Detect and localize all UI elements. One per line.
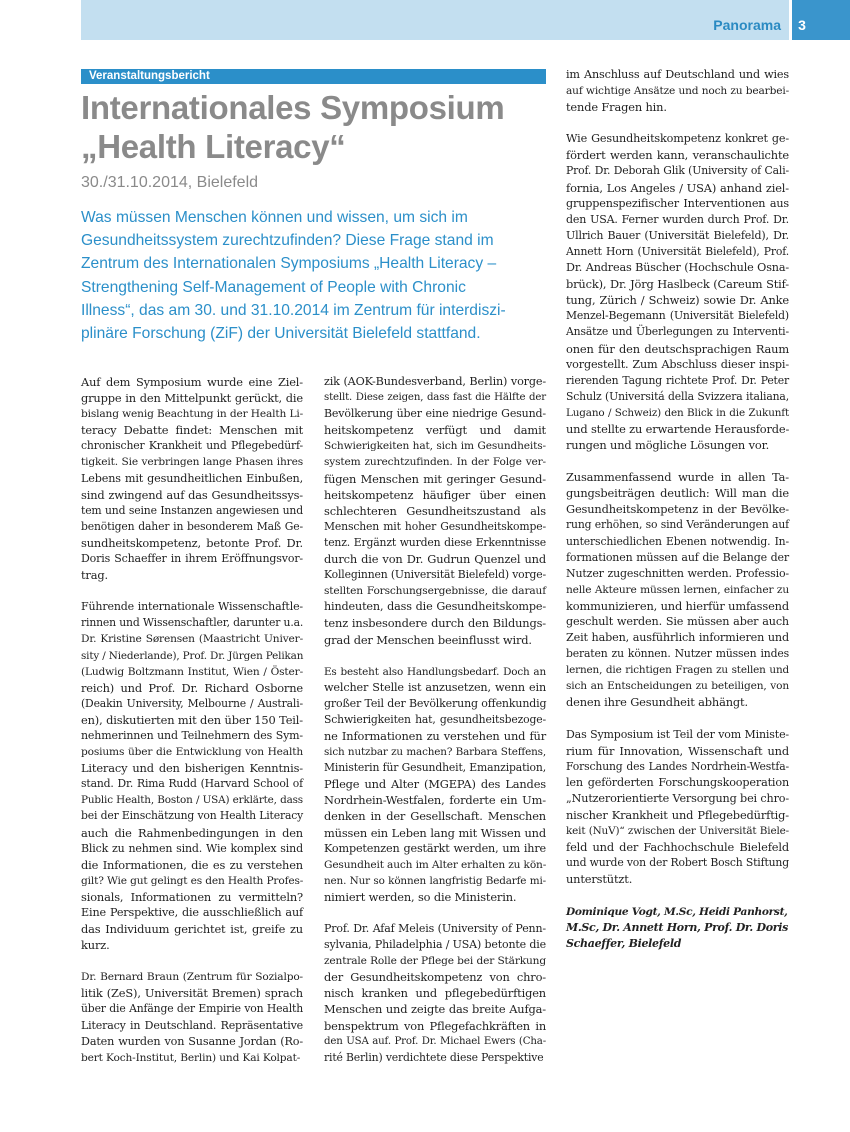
lead-line: Strengthening Self-Management of People with Chronic <box>81 278 466 296</box>
text-line: Prof. Dr. Deborah Glik (University of Cali- <box>566 164 789 178</box>
text-line: kommunizieren, und hierfür umfassend <box>566 598 789 613</box>
text-line: Das Symposium ist Teil der vom Ministe- <box>566 727 789 741</box>
lead-line: Was müssen Menschen können und wissen, um sich im <box>81 209 468 226</box>
body-column-2 <box>324 374 546 1082</box>
text-line: tigkeit. Sie verbringen lange Phasen ihres <box>81 456 303 469</box>
lead-line: Illness“, das am 30. und 31.10.2014 im Zentrum für interdiszi- <box>81 301 506 319</box>
text-line: nelle Akteure müssen lernen, einfacher zu <box>566 583 789 596</box>
text-line: „Nutzerorientierte Versorgung bei chro- <box>566 791 789 805</box>
text-line: Dr. Kristine Sørensen (Maastricht Univer- <box>81 633 303 646</box>
text-line: system zurechtzufinden. In der Folge ver- <box>324 456 546 469</box>
text-line: sionals, Informationen zu vermitteln? <box>81 889 303 904</box>
text-line: chronischer Krankheit und Pflegebedürf- <box>81 439 303 453</box>
text-line: beraten zu können. Nutzer müssen indes <box>566 647 789 661</box>
text-line: tenz. Ergänzt wurden diese Erkenntnisse <box>324 535 546 549</box>
text-line: tende Fragen hin. <box>566 100 667 115</box>
text-line: den USA auf. Prof. Dr. Michael Ewers (Cha- <box>324 1035 546 1047</box>
text-line: und stellte zu erwartende Herausforde- <box>566 421 790 436</box>
lead-line: plinäre Forschung (ZiF) der Universität Bielefeld stattfand. <box>81 325 481 343</box>
text-line: Blick zu nehmen sind. Wie komplex sind <box>81 841 303 855</box>
text-line: Pflege und Alter (MGEPA) des Landes <box>324 777 546 792</box>
text-line: bislang wenig Beachtung in der Health Li- <box>81 408 303 421</box>
text-line: rierenden Tagung richtete Prof. Dr. Peter <box>566 373 789 387</box>
body-paragraph <box>81 374 303 583</box>
text-line: der Gesundheitskompetenz von chro- <box>324 970 546 985</box>
author-line: Dominique Vogt, M.Sc, Heidi Panhorst, <box>566 905 788 918</box>
body-paragraph <box>566 727 789 888</box>
text-line: (Deakin University, Melbourne / Australi- <box>81 696 303 710</box>
text-line: Daten wurden von Susanne Jordan (Ro- <box>81 1034 303 1048</box>
text-line: gungsbeiträgen deutlich: Will man die <box>566 486 789 501</box>
text-line: Ministerin für Gesundheit, Emanzipation, <box>324 761 546 775</box>
text-line: Menschen mit hoher Gesundheitskompe- <box>324 519 546 533</box>
text-line: fügen Menschen mit geringer Gesund- <box>324 471 546 486</box>
text-line: stellt. Diese zeigen, dass fast die Hälfte der <box>324 392 546 404</box>
text-line: sind zwingend auf das Gesundheitssys- <box>81 487 303 502</box>
text-line: großer Teil der Bevölkerung offenkundig <box>324 696 547 710</box>
text-line: Gesundheit auch im Alter erhalten zu kön- <box>324 858 547 871</box>
text-line: kurz. <box>81 938 110 953</box>
text-line: die Informationen, die es zu verstehen <box>81 857 303 872</box>
text-line: unterschiedlichen Ebenen notwendig. In- <box>566 534 789 548</box>
text-line: vorgestellt. Zum Abschluss dieser inspi- <box>566 357 789 371</box>
text-line: grad der Menschen beeinflusst wird. <box>324 632 532 647</box>
event-date: 30./31.10.2014, Bielefeld <box>81 174 259 191</box>
text-line: Forschung des Landes Nordrhein-Westfa- <box>566 759 789 773</box>
text-line: keit (NuV)“ zwischen der Universität Biele- <box>566 825 789 838</box>
text-line: Literacy in Deutschland. Repräsentative <box>81 1018 303 1032</box>
text-line: stand. Dr. Rima Rudd (Harvard School of <box>81 777 303 791</box>
text-line: posiums über die Entwicklung von Health <box>81 746 303 759</box>
text-line: heitskompetenz verfügt und damit <box>324 423 546 438</box>
text-line: litik (ZeS), Universität Bremen) sprach <box>81 986 303 1001</box>
text-line: schlechteren Gesundheitszustand als <box>324 503 546 518</box>
text-line: Schulz (Universitá della Svizzera italiana, <box>566 389 789 403</box>
text-line: Nutzer zugeschnitten werden. Professio- <box>566 566 789 580</box>
text-line: nehmerinnen und Teilnehmern des Sym- <box>81 728 303 742</box>
text-line: bert Koch-Institut, Berlin) und Kai Kolpat- <box>81 1051 301 1064</box>
text-line: und wurde von der Robert Bosch Stiftung <box>566 856 789 870</box>
text-line: reich) und Prof. Dr. Richard Osborne <box>81 680 303 695</box>
body-paragraph <box>81 599 303 953</box>
body-paragraph <box>324 921 546 1066</box>
text-line: im Anschluss auf Deutschland und wies <box>566 68 789 81</box>
text-line: Menzel-Begemann (Universität Bielefeld) <box>566 309 789 323</box>
text-line: hindeuten, dass die Gesundheitskompe- <box>324 600 546 614</box>
text-line: tenz insbesondere durch den Bildungs- <box>324 616 546 631</box>
text-line: Es besteht also Handlungsbedarf. Doch an <box>324 665 546 678</box>
page-number: 3 <box>798 17 806 33</box>
text-line: denken in der Gesellschaft. Menschen <box>324 809 546 824</box>
text-line: auch die Rahmenbedingungen in den <box>81 825 303 840</box>
text-line: benötigen daher in besonderem Maß Ge- <box>81 519 303 533</box>
text-line: gruppe in den Mittelpunkt gerückt, die <box>81 391 303 406</box>
text-line: sich an Entscheidungen zu beteiligen, von <box>566 680 789 693</box>
text-line: welcher Stelle ist anzusetzen, wenn ein <box>324 680 546 694</box>
text-line: Lebens mit gesundheitlichen Einbußen, <box>81 471 303 485</box>
text-line: benspektrum von Pflegefachkräften in <box>324 1018 546 1033</box>
text-line: fördert werden kann, veranschaulichte <box>566 148 789 163</box>
text-line: bei der Einschätzung von Health Literacy <box>81 809 304 823</box>
text-line: Public Health, Boston / USA) erklärte, dass <box>81 794 303 807</box>
title-line: Internationales Symposium <box>81 89 505 126</box>
text-line: Gesundheitskompetenz in der Bevölke- <box>566 502 789 517</box>
text-line: denen ihre Gesundheit abhängt. <box>566 695 748 710</box>
text-line: heitskompetenz häufiger über einen <box>324 487 546 502</box>
text-line: Zeit haben, ausführlich informieren und <box>566 631 789 645</box>
text-line: sity / Niederlande), Prof. Dr. Jürgen Pelikan <box>81 649 304 662</box>
text-line: sich nutzbar zu machen? Barbara Steffens, <box>324 746 546 759</box>
section-label: Panorama <box>713 17 781 33</box>
text-line: Prof. Dr. Afaf Meleis (University of Penn- <box>324 922 546 935</box>
text-line: Literacy und den bisherigen Kenntnis- <box>81 761 303 776</box>
body-paragraph <box>566 131 789 453</box>
text-line: nischer Krankheit und Pflegebedürftig- <box>566 808 789 823</box>
text-line: formationen müssen auf die Belange der <box>566 550 789 564</box>
text-line: rium für Innovation, Wissenschaft und <box>566 743 789 758</box>
text-line: tung, Zürich / Schweiz) sowie Dr. Anke <box>566 293 789 308</box>
text-line: müssen ein Leben lang mit Wissen und <box>324 825 546 840</box>
text-line: sundheitskompetenz, betonte Prof. Dr. <box>81 535 303 550</box>
text-line: teracy Debatte findet: Menschen mit <box>81 423 303 438</box>
text-line: zik (AOK-Bundesverband, Berlin) vorge- <box>324 375 546 388</box>
text-line: en), diskutierten mit den über 150 Teil- <box>81 712 303 727</box>
text-line: zentrale Rolle der Pflege bei der Stärkung <box>324 955 546 968</box>
text-line: über die Anfänge der Empirie von Health <box>81 1002 303 1016</box>
lead-line: Zentrum des Internationalen Symposiums „Health Literacy – <box>81 255 497 273</box>
author-line: Schaeffer, Bielefeld <box>566 936 682 950</box>
text-line: nisch kranken und pflegebedürftigen <box>324 986 546 1001</box>
text-line: Wie Gesundheitskompetenz konkret ge- <box>566 132 789 146</box>
author-credit <box>566 904 789 952</box>
text-line: durch die von Dr. Gudrun Quenzel und <box>324 552 546 567</box>
title-line: „Health Literacy“ <box>81 128 346 165</box>
text-line: Eine Perspektive, die ausschließlich auf <box>81 906 303 919</box>
text-line: gilt? Wie gut gelingt es den Health Profes- <box>81 874 304 887</box>
text-line: rung erhöhen, so sind Veränderungen auf <box>566 518 789 532</box>
text-line: nimiert werden, so die Ministerin. <box>324 889 517 904</box>
text-line: (Ludwig Boltzmann Institut, Wien / Öster- <box>81 665 303 678</box>
text-line: unterstützt. <box>566 872 633 887</box>
text-line: rité Berlin) verdichtete diese Perspektive <box>324 1050 544 1064</box>
text-line: rinnen und Wissenschaftler, darunter u.a. <box>81 616 304 630</box>
text-line: nen. Nur so können langfristig Bedarfe mi- <box>324 874 546 887</box>
text-line: rungen und mögliche Lösungen vor. <box>566 438 770 453</box>
article-title <box>81 88 551 166</box>
text-line: das Individuum gerichtet ist, greife zu <box>81 922 303 937</box>
text-line: Doris Schaeffer in ihrem Eröffnungsvor- <box>81 552 303 566</box>
text-line: tem und seine Instanzen angewiesen und <box>81 503 303 517</box>
text-line: geschult werden. Sie müssen aber auch <box>566 615 789 628</box>
text-line: Bevölkerung über eine niedrige Gesund- <box>324 407 546 421</box>
text-line: Führende internationale Wissenschaftle- <box>81 600 303 614</box>
text-line: Annett Horn (Universität Bielefeld), Prof. <box>566 244 789 258</box>
body-paragraph <box>324 374 546 648</box>
page-number-box <box>792 0 850 40</box>
author-line: M.Sc, Dr. Annett Horn, Prof. Dr. Doris <box>566 920 789 934</box>
lead-line: Gesundheitssystem zurechtzufinden? Diese Frage stand im <box>81 232 494 250</box>
text-line: Zusammenfassend wurde in allen Ta- <box>566 470 789 485</box>
kicker-label: Veranstaltungsbericht <box>81 69 546 84</box>
text-line: onen für den deutschsprachigen Raum <box>566 341 789 356</box>
text-line: Schwierigkeiten hat, sich im Gesundheits- <box>324 440 546 453</box>
text-line: Kompetenzen gestärkt werden, um ihre <box>324 841 546 855</box>
body-paragraph <box>81 969 303 1066</box>
text-line: Schwierigkeiten hat, gesundheitsbezoge- <box>324 712 546 726</box>
text-line: lernen, die richtigen Fragen zu stellen und <box>566 664 789 677</box>
text-line: Menschen und zeigte das breite Aufga- <box>324 1002 546 1017</box>
text-line: trag. <box>81 568 108 583</box>
text-line: len geförderten Forschungskooperation <box>566 775 789 789</box>
text-line: brück), Dr. Jörg Haslbeck (Careum Stif- <box>566 277 789 292</box>
text-line: Auf dem Symposium wurde eine Ziel- <box>81 375 303 389</box>
body-paragraph <box>324 664 546 905</box>
text-line: Kolleginnen (Universität Bielefeld) vorge- <box>324 568 546 582</box>
body-paragraph <box>566 67 789 115</box>
text-line: Dr. Andreas Büscher (Hochschule Osna- <box>566 261 789 275</box>
text-line: den USA. Ferner wurden durch Prof. Dr. <box>566 212 789 226</box>
text-line: Ullrich Bauer (Universität Bielefeld), Dr. <box>566 228 789 242</box>
text-line: Lugano / Schweiz) den Blick in die Zukunft <box>566 406 789 419</box>
text-line: gruppenspezifischer Interventionen aus <box>566 196 789 210</box>
text-line: stellten Forschungsergebnisse, die darauf <box>324 585 546 598</box>
text-line: Dr. Bernard Braun (Zentrum für Sozialpo- <box>81 971 303 984</box>
body-paragraph <box>566 469 789 710</box>
text-line: Nordrhein-Westfalen, forderte ein Um- <box>324 793 546 808</box>
text-line: sylvania, Philadelphia / USA) betonte die <box>324 938 546 952</box>
lead-paragraph <box>81 206 551 345</box>
text-line: fornia, Los Angeles / USA) anhand ziel- <box>566 180 789 195</box>
text-line: feld und der Fachhochschule Bielefeld <box>566 840 789 855</box>
text-line: ne Informationen zu verstehen und für <box>324 728 546 743</box>
body-column-1 <box>81 374 303 1082</box>
text-line: auf wichtige Ansätze und noch zu bearbei- <box>566 85 789 98</box>
body-column-3 <box>566 67 789 952</box>
text-line: Ansätze und Überlegungen zu Interventi- <box>566 325 789 339</box>
